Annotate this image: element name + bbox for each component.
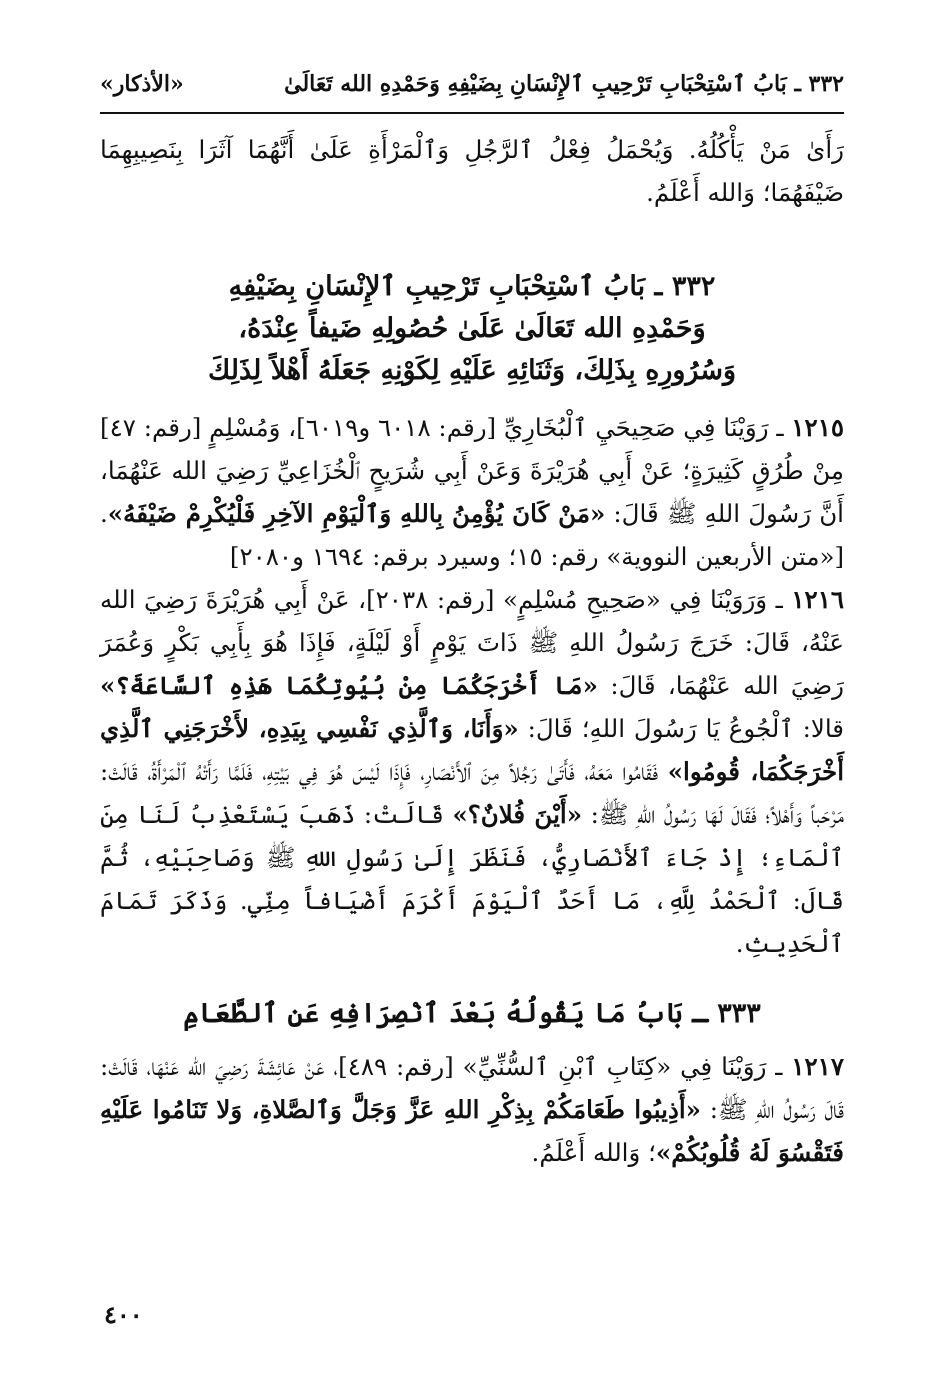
intro-paragraph: رَأَىٰ مَنْ يَأْكُلُهُ. وَيُحْمَلُ فِعْلُ ٱلرَّجُلِ وَٱلْمَرْأَةِ عَلَىٰ أَنَّهُمَا آثَرَا بِنَصِيبِهِمَا ضَيْفَهُمَا؛ وَالله أَعْلَمُ. bbox=[100, 135, 844, 207]
chapter-332-line-2: وَحَمْدِهِ الله تَعَالَىٰ عَلَىٰ حُصُولِهِ ضَيفاً عِنْدَهُ، bbox=[238, 313, 706, 344]
prophetic-quote: «أَذِيبُوا طَعَامَكُمْ بِذِكْرِ اللهِ عَزَّ وَجَلَّ وَٱلصَّلاةِ، وَلا تَنَامُوا عَلَيْهِ فَتَقْسُوَ لَهُ قُلُوبُكُمْ» bbox=[100, 1095, 844, 1167]
chapter-332-line-1: ٣٣٢ ـ بَابُ ٱسْتِحْبَابِ تَرْحِيبِ ٱلإِنْسَانِ بِضَيْفِهِ bbox=[228, 271, 716, 302]
hadith-number: ١٢١٧ bbox=[791, 1052, 844, 1081]
hadith-text: ؛ وَالله أَعْلَمُ. bbox=[531, 1138, 656, 1167]
hadith-number: ١٢١٥ bbox=[791, 413, 845, 442]
hadith-text: قَالَتْ: ذَهَبَ يَسْتَعْذِبُ لَنَا مِنَ ٱلْمَاءِ؛ إِذْ جَاءَ ٱلأَنْصَارِيُّ، فَنَظَرَ إِلَىٰ رَسُولِ اللهِ ﷺ وَصَاحِبَيْهِ، ثُمَّ قَالَ: ٱلْحَمْدُ لِلَّهِ، مَا أَحَدٌ ٱلْيَوْمَ أَكْرَمَ أَضْيَافاً مِنِّي. وَذَكَرَ تَمَامَ ٱلْحَدِيثِ. bbox=[100, 800, 844, 958]
chapter-332-heading bbox=[100, 266, 844, 392]
chapter-332-line-3: وَسُرُورِهِ بِذَلِكَ، وَثَنَائِهِ عَلَيْهِ لِكَوْنِهِ جَعَلَهُ أَهْلاً لِذَلِكَ bbox=[208, 355, 736, 386]
hadith-text: فَقَامُوا مَعَهُ، فَأَتَىٰ رَجُلاً مِنَ ٱلأَنْصَارِ، فَإِذَا لَيْسَ هُوَ فِي بَيْتِهِ، فَلَمَّا رَأَتْهُ ٱلْمَرْأَةُ، قَالَتْ: مَرْحَباً وَأَهْلاً؛ فَقَالَ لَهَا رَسُولُ اللهِ ﷺ: bbox=[100, 757, 844, 829]
prophetic-quote: «مَا أَخْرَجَكُمَا مِنْ بُيُوتِكُمَا هَذِهِ ٱلسَّاعَةَ؟» bbox=[100, 671, 598, 700]
page-body bbox=[100, 128, 844, 1174]
hadith-text: ـ رَوَيْنَا فِي «كِتَابِ ٱبْنِ ٱلسُّنِّيِّ» [رقم: ٤٨٩]، عَنْ عَائِشَةَ رَضِيَ الله عَنْهَا، قَالَتْ: قَالَ رَسُولُ اللهِ ﷺ: bbox=[100, 1052, 844, 1124]
hadith-number: ١٢١٦ bbox=[791, 585, 845, 614]
running-header bbox=[100, 62, 844, 106]
prophetic-quote: «وَأَنَا، وَٱلَّذِي نَفْسِي بِيَدِهِ، لأَخْرَجَنِي ٱلَّذِي أَخْرَجَكُمَا، قُومُوا» bbox=[100, 714, 844, 786]
prophetic-quote: «أَيْنَ فُلانٌ؟» bbox=[452, 800, 583, 829]
hadith-1216 bbox=[100, 578, 844, 965]
hadith-text: ـ رَوَيْنَا فِي صَحِيحَيِ ٱلْبُخَارِيِّ [رقم: ٦٠١٨ و٦٠١٩]، وَمُسْلِمٍ [رقم: ٤٧] مِنْ طُرُقٍ كَثِيرَةٍ؛ عَنْ أَبِي هُرَيْرَةَ وَعَنْ أَبِي شُرَيحٍ ٱلْخُزَاعِيِّ رَضِيَ الله عَنْهُمَا، أَنَّ رَسُولَ اللهِ ﷺ قَالَ: bbox=[100, 413, 844, 528]
hadith-reference: . [«متن الأربعين النووية» رقم: ١٥؛ وسيرد برقم: ١٦٩٤ و٢٠٨٠] bbox=[100, 499, 844, 571]
hadith-text: ـ وَرَوَيْنَا فِي «صَحِيحِ مُسْلِمٍ» [رقم: ٢٠٣٨]، عَنْ أَبِي هُرَيْرَةَ رَضِيَ الله عَنْهُ، قَالَ: خَرَجَ رَسُولُ اللهِ ﷺ ذَاتَ يَوْمٍ أَوْ لَيْلَةٍ، فَإِذَا هُوَ بِأَبِي بَكْرٍ وَعُمَرَ رَضِيَ الله عَنْهُمَا، قَالَ: bbox=[100, 585, 844, 700]
chapter-333-heading: ٣٣٣ ـ بَابُ مَا يَقُولُهُ بَعْدَ ٱنْصِرَافِهِ عَنِ ٱلطَّعَامِ bbox=[183, 998, 761, 1029]
book-title: «الأذكار» bbox=[100, 71, 184, 97]
hadith-1217 bbox=[100, 1045, 844, 1174]
running-title: ٣٣٢ ـ بَابُ ٱسْتِحْبَابِ تَرْحِيبِ ٱلإِنْسَانِ بِضَيْفِهِ وَحَمْدِهِ الله تَعَالَىٰ bbox=[284, 71, 844, 97]
hadith-text: قالا: ٱلْجُوعُ يَا رَسُولَ اللهِ؛ قَالَ: bbox=[518, 714, 845, 743]
header-divider bbox=[100, 112, 844, 114]
page-number: ٤٠٠ bbox=[104, 1300, 143, 1329]
prophetic-quote: «مَنْ كَانَ يُؤْمِنُ بِاللهِ وَٱلْيَوْمِ الآخِرِ فَلْيُكْرِمْ ضَيْفَهُ» bbox=[107, 499, 606, 528]
hadith-1215 bbox=[100, 406, 844, 578]
